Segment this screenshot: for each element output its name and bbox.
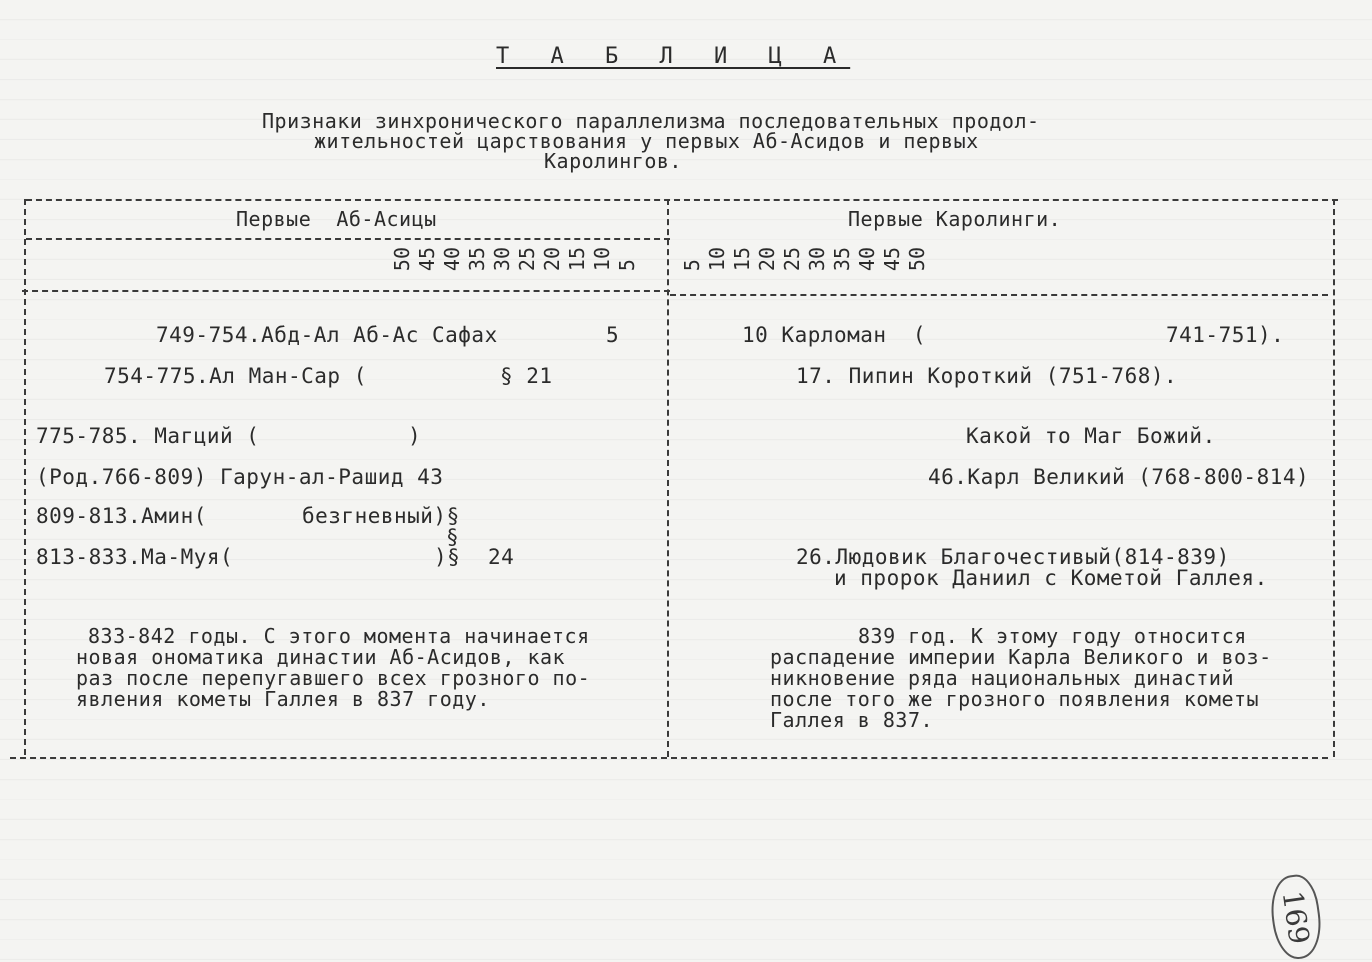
- table-top-border: [26, 199, 1338, 201]
- left-row-amin: 809-813.Амин(: [36, 504, 207, 528]
- left-row-bracket: ): [408, 424, 422, 448]
- table-left-border: [24, 199, 26, 755]
- left-scale-tick: 15: [565, 247, 589, 272]
- left-row-section-mark: §: [446, 525, 460, 549]
- left-row-al-mansur: 754-775.Ал Ман-Сар (: [104, 364, 367, 388]
- left-note-line: 833-842 годы. С этого момента начинается: [88, 624, 590, 648]
- left-scale-tick: 45: [415, 247, 439, 272]
- right-row-carloman-years: 741-751).: [1166, 323, 1285, 347]
- table-center-divider: [667, 199, 669, 757]
- subtitle-line-1: Признаки зинхронического параллелизма последовательных продол-: [262, 109, 1040, 133]
- right-row-magus: Какой то Маг Божий.: [966, 424, 1216, 448]
- left-scale-tick: 35: [465, 247, 489, 272]
- right-scale-tick: 30: [805, 247, 829, 272]
- right-row-louis-the-pious: 26.Людовик Благочестивый(814-839): [796, 545, 1230, 569]
- right-row-carloman: 10 Карломан (: [742, 323, 927, 347]
- left-row-harun-al-rashid: (Род.766-809) Гарун-ал-Рашид 43: [36, 465, 444, 489]
- right-note-line: после того же грозного появления кометы: [770, 687, 1260, 711]
- table-bottom-border: [10, 757, 1328, 759]
- left-row-abd-al-abbas: 749-754.Абд-Ал Аб-Ас Сафах: [156, 323, 498, 347]
- left-row-amin-note: безгневный)§: [302, 504, 460, 528]
- left-row-mamun: 813-833.Ма-Муя(: [36, 545, 234, 569]
- left-scale-tick: 5: [615, 259, 639, 272]
- right-note-line: распадение империи Карла Великого и воз-: [770, 645, 1272, 669]
- left-scale-tick: 40: [440, 247, 464, 272]
- right-scale-tick: 5: [680, 259, 704, 272]
- left-year-scale: [390, 247, 640, 271]
- right-scale-tick: 40: [855, 247, 879, 272]
- right-row-charlemagne: 46.Карл Великий (768-800-814): [928, 465, 1310, 489]
- left-column-header: Первые Аб-Асицы: [236, 207, 437, 231]
- left-row-duration: 24: [488, 545, 515, 569]
- right-column-header: Первые Каролинги.: [848, 207, 1062, 231]
- left-row-bracket: )§: [434, 545, 461, 569]
- right-scale-tick: 20: [755, 247, 779, 272]
- left-scale-tick: 25: [515, 247, 539, 272]
- right-row-pepin-the-short: 17. Пипин Короткий (751-768).: [796, 364, 1178, 388]
- right-scale-tick: 15: [730, 247, 754, 272]
- table-right-border: [1333, 199, 1335, 757]
- right-year-scale: [680, 247, 930, 271]
- right-scale-tick: 35: [830, 247, 854, 272]
- left-scale-tick: 30: [490, 247, 514, 272]
- right-scale-tick: 10: [705, 247, 729, 272]
- right-row-prophet-daniel: и пророк Даниил с Кометой Галлея.: [834, 566, 1268, 590]
- right-note-line: Галлея в 837.: [770, 708, 934, 732]
- left-header-rule: [26, 238, 670, 240]
- left-row-duration: § 21: [500, 364, 553, 388]
- subtitle-line-2: жительностей царствования у первых Аб-Асидов и первых: [314, 129, 979, 153]
- right-scale-tick: 45: [880, 247, 904, 272]
- right-scale-tick: 50: [905, 247, 929, 272]
- subtitle-line-3: Каролингов.: [544, 149, 682, 173]
- left-row-mahdi: 775-785. Магций (: [36, 424, 260, 448]
- left-note-line: раз после перепугавшего всех грозного по-: [76, 666, 591, 690]
- left-row-duration: 5: [606, 323, 620, 347]
- left-scale-rule: [22, 290, 670, 292]
- document-title: Т А Б Л И Ц А: [496, 44, 851, 69]
- page-number-text: 169: [1275, 888, 1317, 946]
- handwritten-page-number: [1266, 872, 1325, 962]
- right-scale-rule: [670, 294, 1328, 296]
- right-scale-tick: 25: [780, 247, 804, 272]
- left-note-line: новая ономатика династии Аб-Асидов, как: [76, 645, 566, 669]
- right-note-line: 839 год. К этому году относится: [858, 624, 1247, 648]
- left-scale-tick: 50: [390, 247, 414, 272]
- right-note-line: никновение ряда национальных династий: [770, 666, 1235, 690]
- left-scale-tick: 20: [540, 247, 564, 272]
- left-scale-tick: 10: [590, 247, 614, 272]
- left-note-line: явления кометы Галлея в 837 году.: [76, 687, 490, 711]
